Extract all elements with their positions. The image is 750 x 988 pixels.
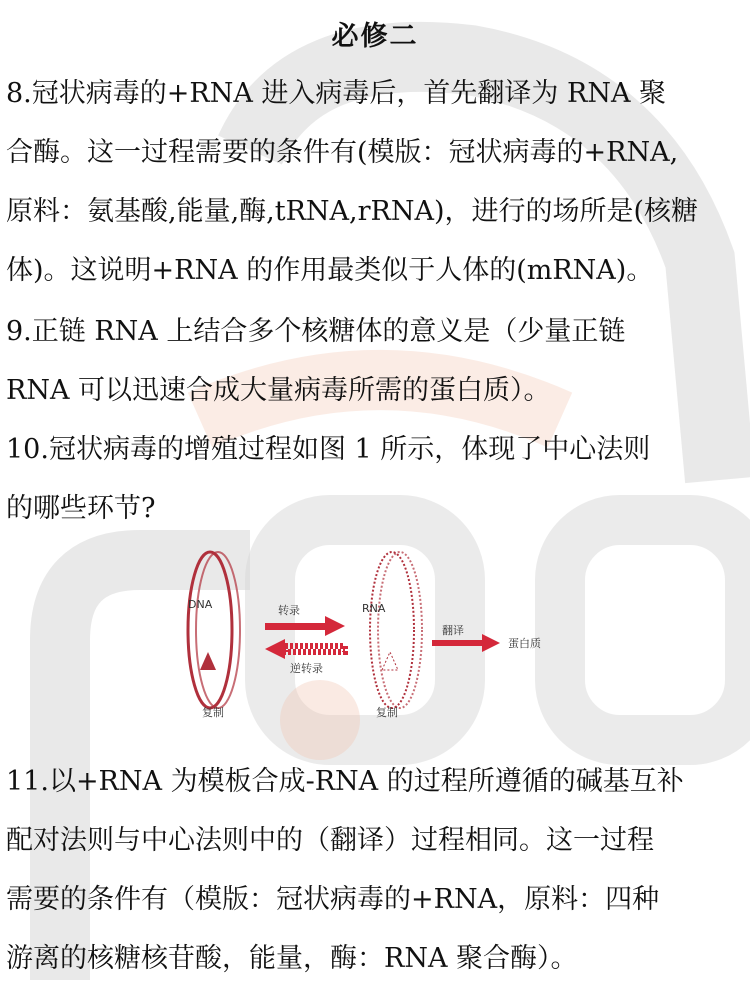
q11-line: 11.以+RNA 为模板合成-RNA 的过程所遵循的碱基互补 <box>6 766 684 797</box>
translation-label: 翻译 <box>442 624 464 637</box>
q9-line: RNA 可以迅速合成大量病毒所需的蛋白质）。 <box>6 375 551 406</box>
central-dogma-figure <box>170 540 590 720</box>
question-11 <box>6 752 746 988</box>
question-10 <box>6 420 746 538</box>
transcription-arrow <box>265 616 345 636</box>
q8-line: 原料：氨基酸,能量,酶,tRNA,rRNA)，进行的场所是(核糖 <box>6 196 699 227</box>
rna-label: RNA <box>362 602 386 615</box>
reverse-transcription-label: 逆转录 <box>290 662 323 675</box>
q8-line: 体)。这说明+RNA 的作用最类似于人体的(mRNA)。 <box>6 255 654 286</box>
reverse-transcription-arrow <box>265 639 345 659</box>
replication-label-left: 复制 <box>202 706 224 719</box>
q10-line: 的哪些环节? <box>6 493 156 524</box>
q8-line: 8.冠状病毒的+RNA 进入病毒后，首先翻译为 RNA 聚 <box>6 78 667 109</box>
dna-label: DNA <box>188 598 213 611</box>
protein-label: 蛋白质 <box>508 637 541 650</box>
question-9 <box>6 302 746 420</box>
dna-ring <box>188 552 240 708</box>
transcription-label: 转录 <box>278 604 300 617</box>
q11-line: 配对法则与中心法则中的（翻译）过程相同。这一过程 <box>6 825 654 856</box>
q8-line: 合酶。这一过程需要的条件有(模版：冠状病毒的+RNA, <box>6 137 679 168</box>
replication-label-right: 复制 <box>376 706 398 719</box>
q11-line: 游离的核糖核苷酸，能量，酶：RNA 聚合酶）。 <box>6 943 578 974</box>
page-title: 必修二 <box>331 21 419 52</box>
q10-line: 10.冠状病毒的增殖过程如图 1 所示，体现了中心法则 <box>6 434 651 465</box>
question-8 <box>6 64 746 300</box>
rna-ring <box>370 552 422 708</box>
q11-line: 需要的条件有（模版：冠状病毒的+RNA，原料：四种 <box>6 884 660 915</box>
q9-line: 9.正链 RNA 上结合多个核糖体的意义是（少量正链 <box>6 316 626 347</box>
